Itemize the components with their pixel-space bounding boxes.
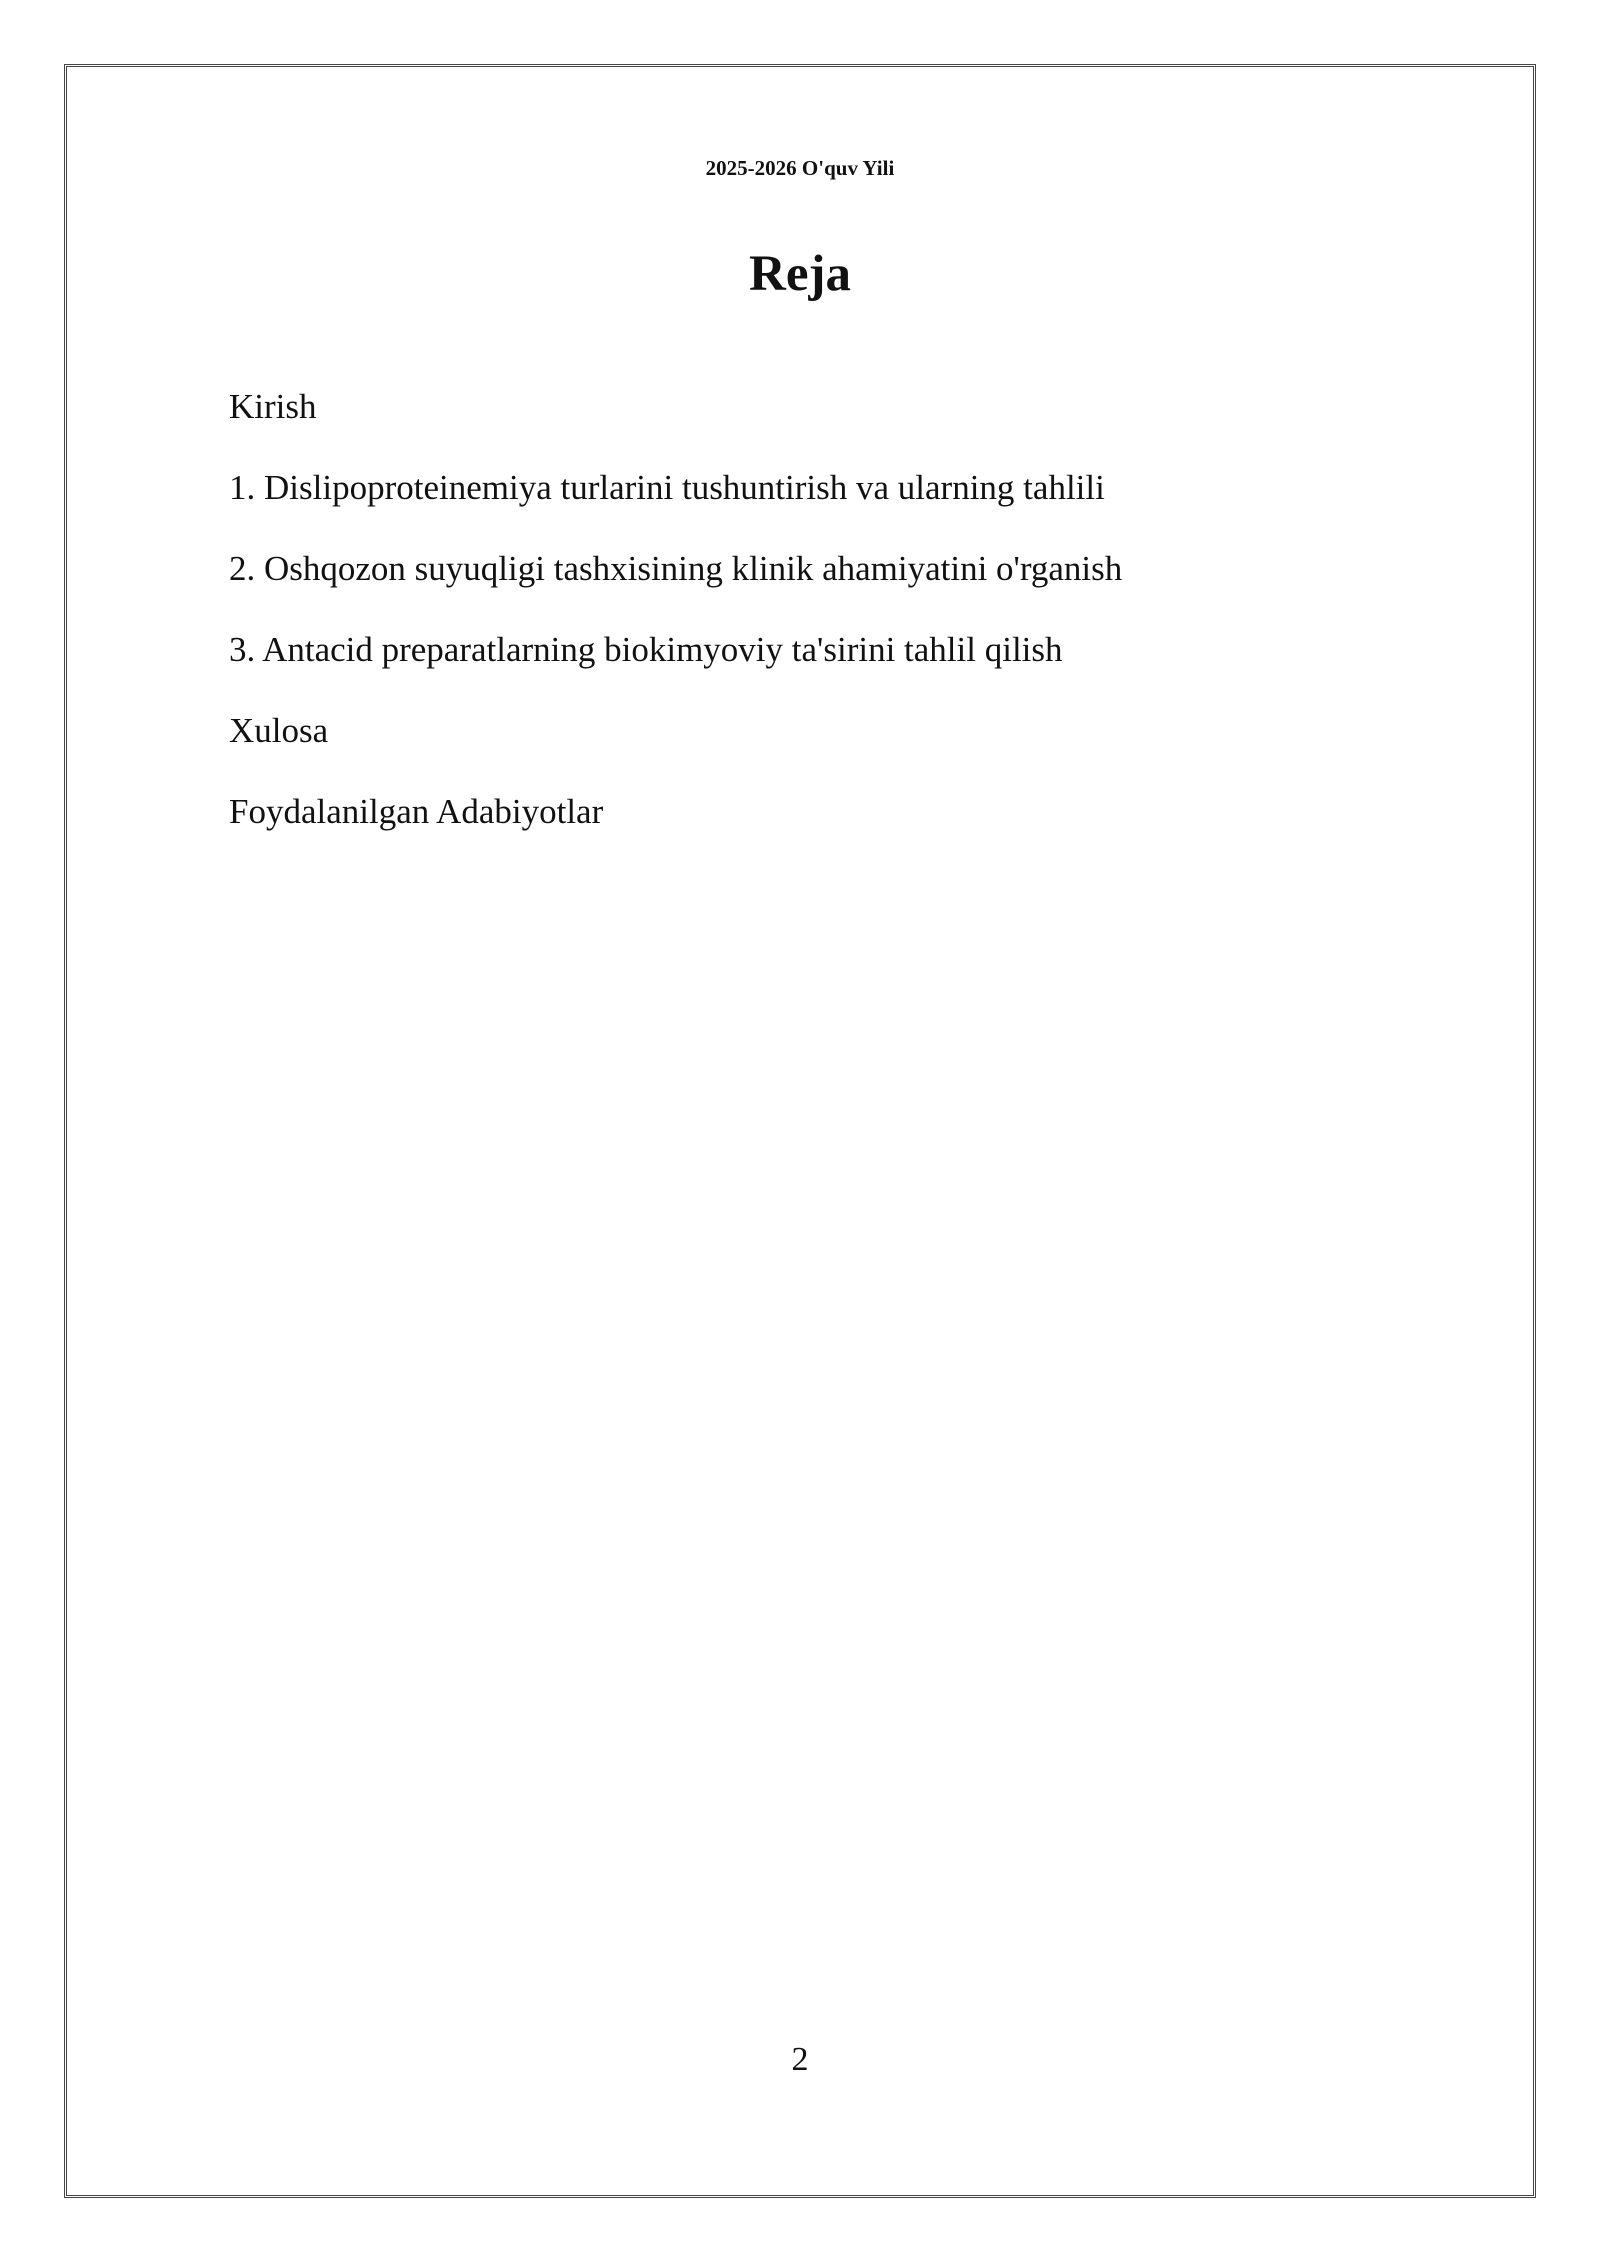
toc-item-section-3: 3. Antacid preparatlarning biokimyoviy ta'sirini tahlil qilish	[229, 630, 1063, 669]
table-of-contents	[229, 383, 1429, 869]
toc-item-introduction: Kirish	[229, 387, 317, 426]
page-title: Reja	[749, 246, 851, 302]
toc-item-conclusion: Xulosa	[229, 711, 329, 750]
academic-year-header: 2025-2026 O'quv Yili	[705, 156, 895, 180]
toc-item-references: Foydalanilgan Adabiyotlar	[229, 792, 604, 831]
toc-item-section-1: 1. Dislipoproteinemiya turlarini tushuntirish va ularning tahlili	[229, 468, 1105, 507]
toc-item-section-2: 2. Oshqozon suyuqligi tashxisining klinik ahamiyatini o'rganish	[229, 549, 1123, 588]
page-number: 2	[791, 2041, 809, 2078]
